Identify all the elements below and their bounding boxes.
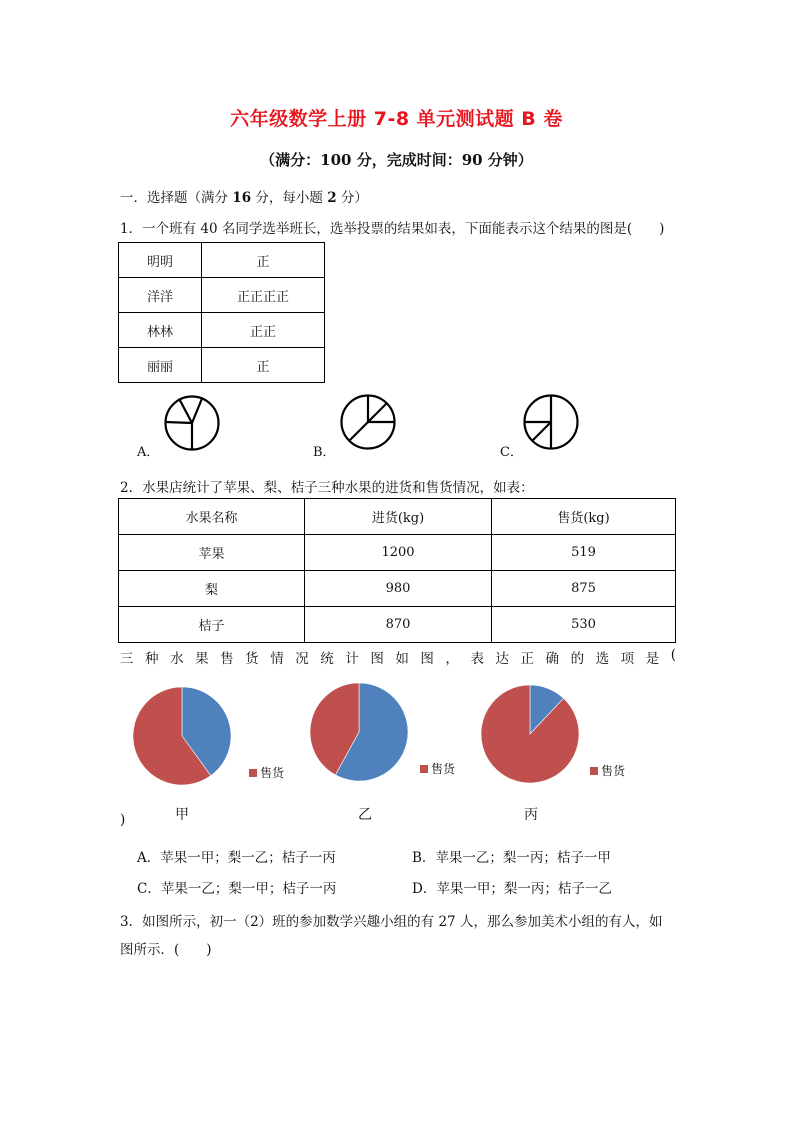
table-cell: 519 [492, 535, 676, 571]
pie-caption-jia: 甲 [175, 807, 189, 823]
fruit-table [118, 498, 676, 643]
question-1-text: 1．一个班有 40 名同学选举班长，选举投票的结果如表，下面能表示这个结果的图是( ) [120, 221, 665, 237]
question-2-stem [120, 647, 676, 667]
stem-char: 计 [345, 651, 359, 667]
vote-tally: 正 [202, 348, 325, 383]
pie-caption-bing: 丙 [524, 807, 538, 823]
stem-char: 货 [245, 651, 259, 667]
legend-swatch [249, 769, 257, 777]
section-heading [120, 186, 368, 206]
table-row [119, 313, 325, 348]
pie-outline-b-icon [340, 394, 396, 450]
section-prefix: 一．选择题（满分 [120, 190, 233, 206]
stem-char: 正 [520, 651, 534, 667]
candidate-name: 林林 [119, 313, 202, 348]
table-row [119, 278, 325, 313]
section-mid: 分，每小题 [251, 190, 328, 206]
legend-bing [590, 762, 625, 779]
stem-char: 表 [470, 651, 484, 667]
vote-table [118, 242, 325, 383]
stem-char: ( [670, 647, 676, 663]
table-cell: 苹果 [119, 535, 305, 571]
pie-chart-jia [130, 684, 234, 788]
legend-jia [249, 764, 284, 781]
section-score: 16 [232, 190, 252, 206]
question-2-text: 2．水果店统计了苹果、梨、桔子三种水果的进货和售货情况，如表： [120, 480, 534, 496]
pie-chart-yi [307, 680, 411, 784]
legend-swatch [420, 765, 428, 773]
pie-outline-c-icon [523, 394, 579, 450]
answer-option-d: D．苹果一甲；梨一丙；桔子一乙 [412, 881, 612, 897]
table-cell: 870 [305, 607, 492, 643]
answer-option-c: C．苹果一乙；梨一甲；桔子一丙 [137, 881, 337, 897]
stem-char: 项 [620, 651, 635, 667]
stem-char: 统 [320, 651, 334, 667]
table-row [119, 243, 325, 278]
table-row [119, 535, 676, 571]
table-row [119, 348, 325, 383]
stem-char: 果 [195, 651, 209, 667]
candidate-name: 丽丽 [119, 348, 202, 383]
legend-yi [420, 760, 455, 777]
stem-char: 况 [295, 651, 309, 667]
table-cell: 1200 [305, 535, 492, 571]
column-header: 售货(kg) [492, 499, 676, 535]
section-each: 2 [327, 190, 337, 206]
stem-char: 图 [420, 651, 434, 667]
legend-label: 售货 [260, 766, 285, 780]
answer-option-b: B．苹果一乙；梨一丙；桔子一甲 [412, 850, 611, 866]
question-3-line-1: 3．如图所示，初一（2）班的参加数学兴趣小组的有 27 人，那么参加美术小组的有人，如 [120, 914, 663, 930]
pie-caption-yi: 乙 [358, 807, 372, 823]
pie-chart-bing [478, 682, 582, 786]
column-header: 水果名称 [119, 499, 305, 535]
option-c-label: C． [500, 445, 523, 460]
table-cell: 980 [305, 571, 492, 607]
question-2-close-paren: ) [120, 812, 126, 828]
answer-option-a: A．苹果一甲；梨一乙；桔子一丙 [137, 850, 336, 866]
vote-tally: 正 [202, 243, 325, 278]
vote-tally: 正正正正 [202, 278, 325, 313]
table-row [119, 571, 676, 607]
stem-char: 情 [270, 651, 284, 667]
option-b-label: B． [313, 445, 336, 460]
table-header-row [119, 499, 676, 535]
stem-char: 选 [595, 651, 610, 667]
column-header: 进货(kg) [305, 499, 492, 535]
table-cell: 梨 [119, 571, 305, 607]
table-cell: 875 [492, 571, 676, 607]
candidate-name: 明明 [119, 243, 202, 278]
pie-slice [481, 685, 579, 783]
stem-char: 确 [545, 651, 560, 667]
table-cell: 530 [492, 607, 676, 643]
candidate-name: 洋洋 [119, 278, 202, 313]
stem-char: 图 [370, 651, 384, 667]
legend-label: 售货 [431, 762, 456, 776]
stem-char: 的 [570, 651, 585, 667]
option-a-label: A． [137, 445, 160, 460]
table-cell: 桔子 [119, 607, 305, 643]
vote-tally: 正正 [202, 313, 325, 348]
page-title: 六年级数学上册 7-8 单元测试题 B 卷 [230, 108, 563, 130]
stem-char: 是 [645, 651, 660, 667]
page-subtitle: （满分：100 分，完成时间：90 分钟） [260, 151, 533, 169]
stem-char: ， [445, 651, 459, 667]
stem-char: 达 [495, 651, 509, 667]
legend-swatch [590, 767, 598, 775]
stem-char: 三 [120, 651, 134, 667]
section-suffix: 分） [336, 190, 368, 206]
stem-char: 如 [395, 651, 409, 667]
legend-label: 售货 [601, 764, 626, 778]
stem-char: 种 [145, 651, 159, 667]
stem-char: 售 [220, 651, 234, 667]
stem-char: 水 [170, 651, 184, 667]
question-3-line-2: 图所示．( ) [120, 942, 212, 958]
pie-outline-a-icon [164, 395, 220, 451]
table-row [119, 607, 676, 643]
